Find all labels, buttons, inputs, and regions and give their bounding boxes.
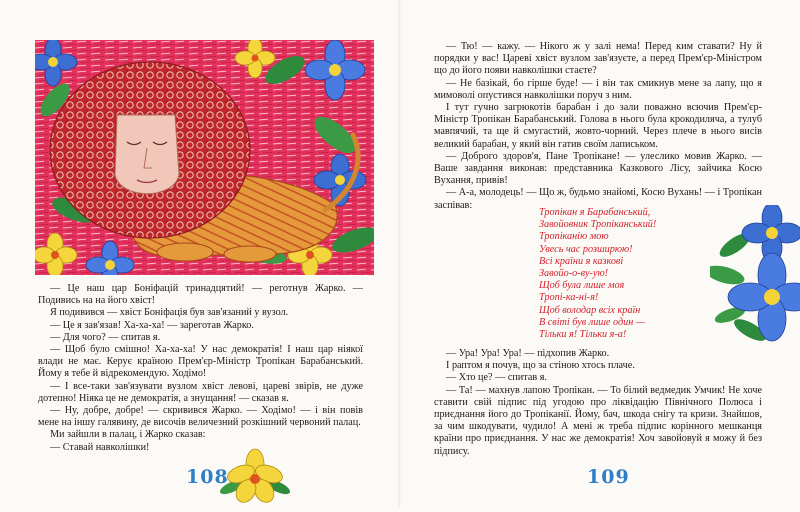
poem-line: Тільки я! Тільки я-а! [539, 329, 627, 341]
paragraph: І раптом я почув, що за стіною хтось плаче. [446, 360, 635, 372]
poem-line: Тропіканію мою [539, 231, 609, 243]
poem-line: В світі був лише один — [539, 316, 645, 328]
left-page [0, 0, 400, 507]
paragraph: — І все-таки зав'язувати вузлом хвіст левові, цареві звірів, не дуже дотепно! Ніяка це не демократія, а знущання! — сказав я. [38, 380, 363, 404]
poem-line: Щоб володар всіх країн [539, 304, 641, 316]
poem-line: Завойовник Тропіканський! [539, 219, 657, 231]
paragraph: — Ура! Ура! Ура! — підхопив Жарко. [446, 348, 610, 359]
paragraph: — Ставай навколішки! [50, 441, 150, 453]
paragraph: Я подивився — хвіст Боніфація був зав'язаний у вузол. [50, 307, 289, 319]
paragraph: Ми зайшли в палац, і Жарко сказав: [50, 429, 206, 441]
paragraph: — Ну, добре, добре! — скривився Жарко. — Ходімо! — і він повів мене на іншу галявину, де височів величезний розкішний червоний палац. [38, 405, 363, 429]
paragraph: І тут гучно загрюкотів барабан і до зали поважно всючив Прем'єр-Міністр Тропікан Барабанський. Голова в нього була крокодиляча, а тулуб мавпячий, та ще й смугастий, жовто-чорний. Через плече в нього висів великий барабан, у який він гатив своїм лаписьком. [434, 102, 762, 150]
paragraph: — Хто це? — спитав я. [446, 372, 547, 384]
right-page-text-top [434, 41, 762, 212]
paragraph: — Та! — махнув лапою Тропікан. — То білий ведмедик Умчик! Не хоче ставити свій підпис під угодою про ліквідацію Північного Полюса і приєднання його до Тропіканії. Йому, бач, шкода снігу та кризи. Знайшов, за чим шкодувати, чудило! А мені ж треба підпис корінного мешканця країни про приєднання. У нас же демократія! Хоч завойовуй я можу й без підпису. [434, 384, 762, 457]
paragraph: — Для чого? — спитав я. [50, 331, 161, 343]
flower-bouquet-ornament [710, 205, 800, 360]
page-number: 108 [186, 466, 229, 488]
lion-face [115, 115, 179, 194]
paragraph: — А-а, молодець! — Що ж, будьмо знайомі, Косю Вухань! — і Тропікан заспівав: [434, 187, 762, 211]
yellow-flower-ornament [220, 447, 290, 512]
left-page-text [38, 283, 363, 454]
right-page-text-bottom [434, 348, 762, 458]
poem-line: Щоб була лише моя [539, 280, 625, 292]
poem-line: Завойо-о-ву-ую! [539, 268, 609, 280]
poem-line: Тропі-ка-ні-я! [539, 292, 599, 304]
song-lyrics [539, 207, 719, 341]
page-number: 109 [587, 466, 630, 488]
poem-line: Увесь час розширюю! [539, 243, 633, 255]
paragraph: — Не базікай, бо гірше буде! — і він так смикнув мене за лапу, що я мимоволі опустився навколішки поруч з ним. [434, 77, 762, 101]
right-page [400, 0, 800, 507]
poem-line: Тропікан я Барабанський, [539, 207, 651, 218]
paragraph: — Тю! — кажу. — Нікого ж у залі нема! Перед ким ставати? Ну й порядки у вас! Цареві хвіст вузлом зав'язуєте, а перед Прем'єр-Міністром що до його появи навколішки стаєте? [434, 41, 762, 77]
lion-illustration [35, 40, 374, 275]
paragraph: — Це наш цар Боніфацій тринадцятий! — реготнув Жарко. — Подивись на на його хвіст! [38, 283, 363, 307]
poem-line: Всі країни я казкові [539, 255, 624, 267]
paragraph: — Це я зав'язав! Ха-ха-ха! — зареготав Жарко. [50, 319, 254, 331]
paragraph: — Щоб було смішно! Ха-ха-ха! У нас демократія! І наш цар ніякої влади не має. Керує країною Прем'єр-Міністр Тропікан Барабанський. Йому я тебе й відрекомендую. Ходімо! [38, 344, 363, 380]
paragraph: — Доброго здоров'я, Пане Тропікане! — улеслико мовив Жарко. — Ваше завдання виконав: представника Казкового Лісу, зайчика Косю Вухання, привів! [434, 150, 762, 187]
